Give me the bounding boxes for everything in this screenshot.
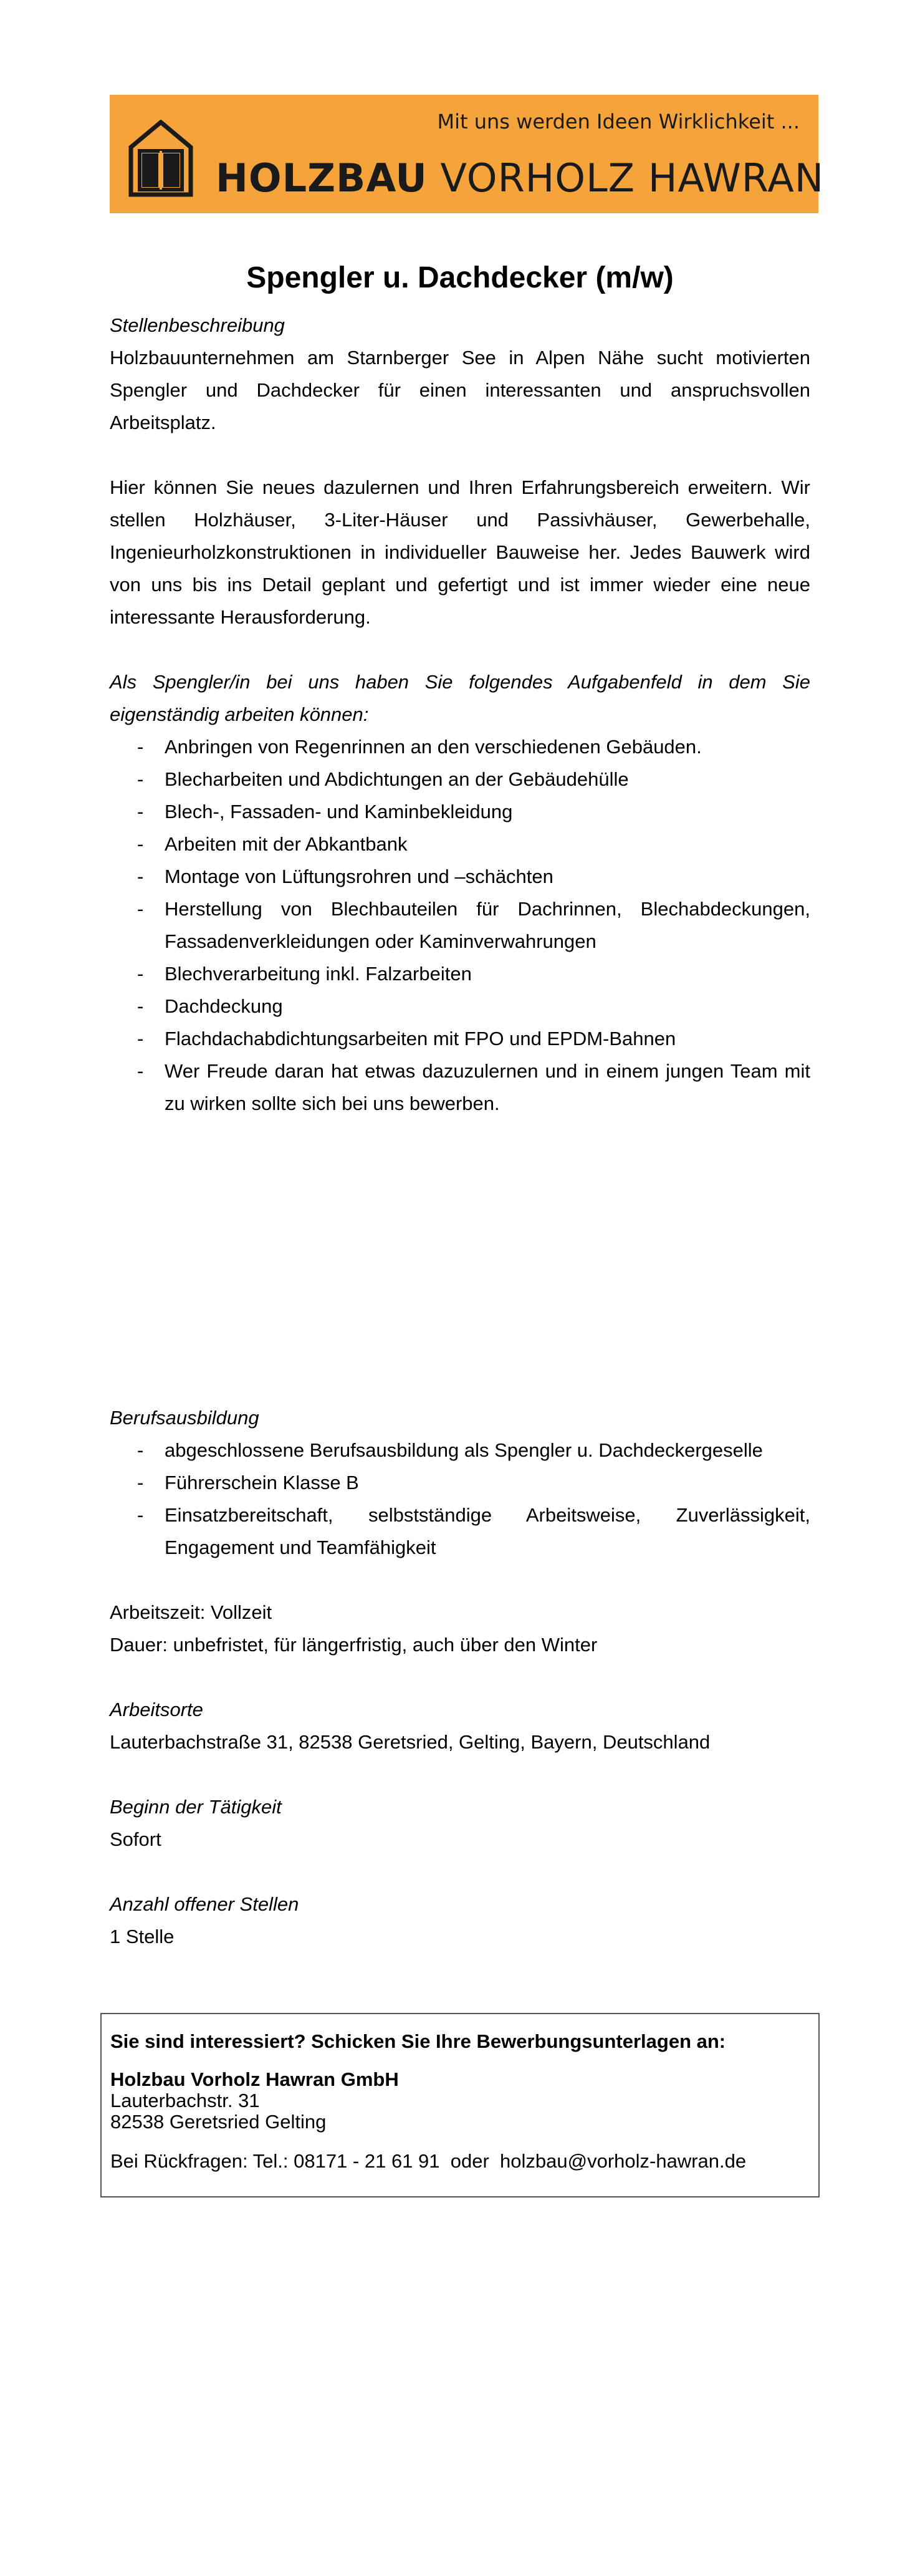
phone-number[interactable]: 08171 - 21 61 91	[294, 2150, 440, 2172]
contact-company: Holzbau Vorholz Hawran GmbH	[110, 2068, 399, 2090]
location-value: Lauterbachstraße 31, 82538 Geretsried, Gelting, Bayern, Deutschland	[110, 1731, 711, 1753]
house-logo-icon	[128, 120, 193, 197]
list-item: - Arbeiten mit der Abkantbank	[137, 833, 408, 855]
openings-value: 1 Stelle	[110, 1926, 175, 1947]
phone-label: Bei Rückfragen: Tel.:	[110, 2150, 289, 2172]
start-heading: Beginn der Tätigkeit	[110, 1796, 282, 1818]
job-description-section	[110, 309, 810, 1120]
list-item: - Wer Freude daran hat etwas dazuzulernen und in einem jungen Team mit zu wirken sollte sich bei uns bewerben.	[137, 1060, 810, 1114]
list-item: - Dachdeckung	[137, 995, 283, 1017]
list-item: - Anbringen von Regenrinnen an den verschiedenen Gebäuden.	[137, 736, 702, 758]
list-item: - Flachdachabdichtungsarbeiten mit FPO und EPDM-Bahnen	[137, 1028, 676, 1049]
list-item: - Führerschein Klasse B	[137, 1472, 359, 1493]
list-item: - Herstellung von Blechbauteilen für Dachrinnen, Blechabdeckungen, Fassadenverkleidungen oder Kaminverwahrungen	[137, 898, 810, 952]
list-item: - Blech-, Fassaden- und Kaminbekleidung	[137, 801, 513, 822]
openings-heading: Anzahl offener Stellen	[110, 1893, 299, 1915]
banner-tagline: Mit uns werden Ideen Wirklichkeit ...	[437, 110, 800, 133]
contact-prompt: Sie sind interessiert? Schicken Sie Ihre Bewerbungsunterlagen an:	[110, 2030, 726, 2052]
tasks-list	[110, 731, 810, 1120]
location-heading: Arbeitsorte	[110, 1699, 203, 1720]
requirements-section	[110, 1402, 810, 1953]
duration-line: Dauer: unbefristet, für längerfristig, auch über den Winter	[110, 1634, 598, 1656]
brand-rest: VORHOLZ HAWRAN	[440, 155, 825, 201]
contact-city: 82538 Geretsried Gelting	[110, 2111, 327, 2133]
start-value: Sofort	[110, 1828, 161, 1850]
training-heading: Berufsausbildung	[110, 1407, 259, 1429]
contact-street: Lauterbachstr. 31	[110, 2090, 260, 2111]
list-item: - Einsatzbereitschaft, selbstständige Arbeitsweise, Zuverlässigkeit, Engagement und Teamfähigkeit	[137, 1504, 810, 1558]
training-list	[110, 1434, 810, 1564]
description-paragraph-1: Holzbauunternehmen am Starnberger See in Alpen Nähe sucht motivierten Spengler und Dachdecker für einen interessanten und anspruchsvollen Arbeitsplatz.	[110, 347, 810, 433]
description-paragraph-2: Hier können Sie neues dazulernen und Ihren Erfahrungsbereich erweitern. Wir stellen Holzhäuser, 3-Liter-Häuser und Passivhäuser, Gewerbehalle, Ingenieurholzkonstruktionen in individueller Bauweise her. Jedes Bauwerk wird von uns bis ins Detail geplant und gefertigt und ist immer wieder eine neue interessante Herausforderung.	[110, 476, 810, 628]
email-link[interactable]: holzbau@vorholz-hawran.de	[500, 2150, 747, 2172]
tasks-intro: Als Spengler/in bei uns haben Sie folgendes Aufgabenfeld in dem Sie eigenständig arbeiten können:	[110, 671, 810, 725]
banner-brand	[216, 155, 824, 201]
page-title: Spengler u. Dachdecker (m/w)	[246, 261, 674, 294]
or-text: oder	[450, 2150, 489, 2172]
list-item: - Montage von Lüftungsrohren und –schächten	[137, 866, 553, 887]
list-item: - abgeschlossene Berufsausbildung als Spengler u. Dachdeckergeselle	[137, 1439, 763, 1461]
brand-bold: HOLZBAU	[216, 155, 428, 201]
worktime-line: Arbeitszeit: Vollzeit	[110, 1601, 272, 1623]
contact-box	[100, 2013, 820, 2197]
description-heading: Stellenbeschreibung	[110, 314, 285, 336]
company-banner	[110, 95, 825, 213]
contact-phone-line	[110, 2150, 810, 2173]
list-item: - Blechverarbeitung inkl. Falzarbeiten	[137, 963, 472, 985]
list-item: - Blecharbeiten und Abdichtungen an der Gebäudehülle	[137, 768, 629, 790]
